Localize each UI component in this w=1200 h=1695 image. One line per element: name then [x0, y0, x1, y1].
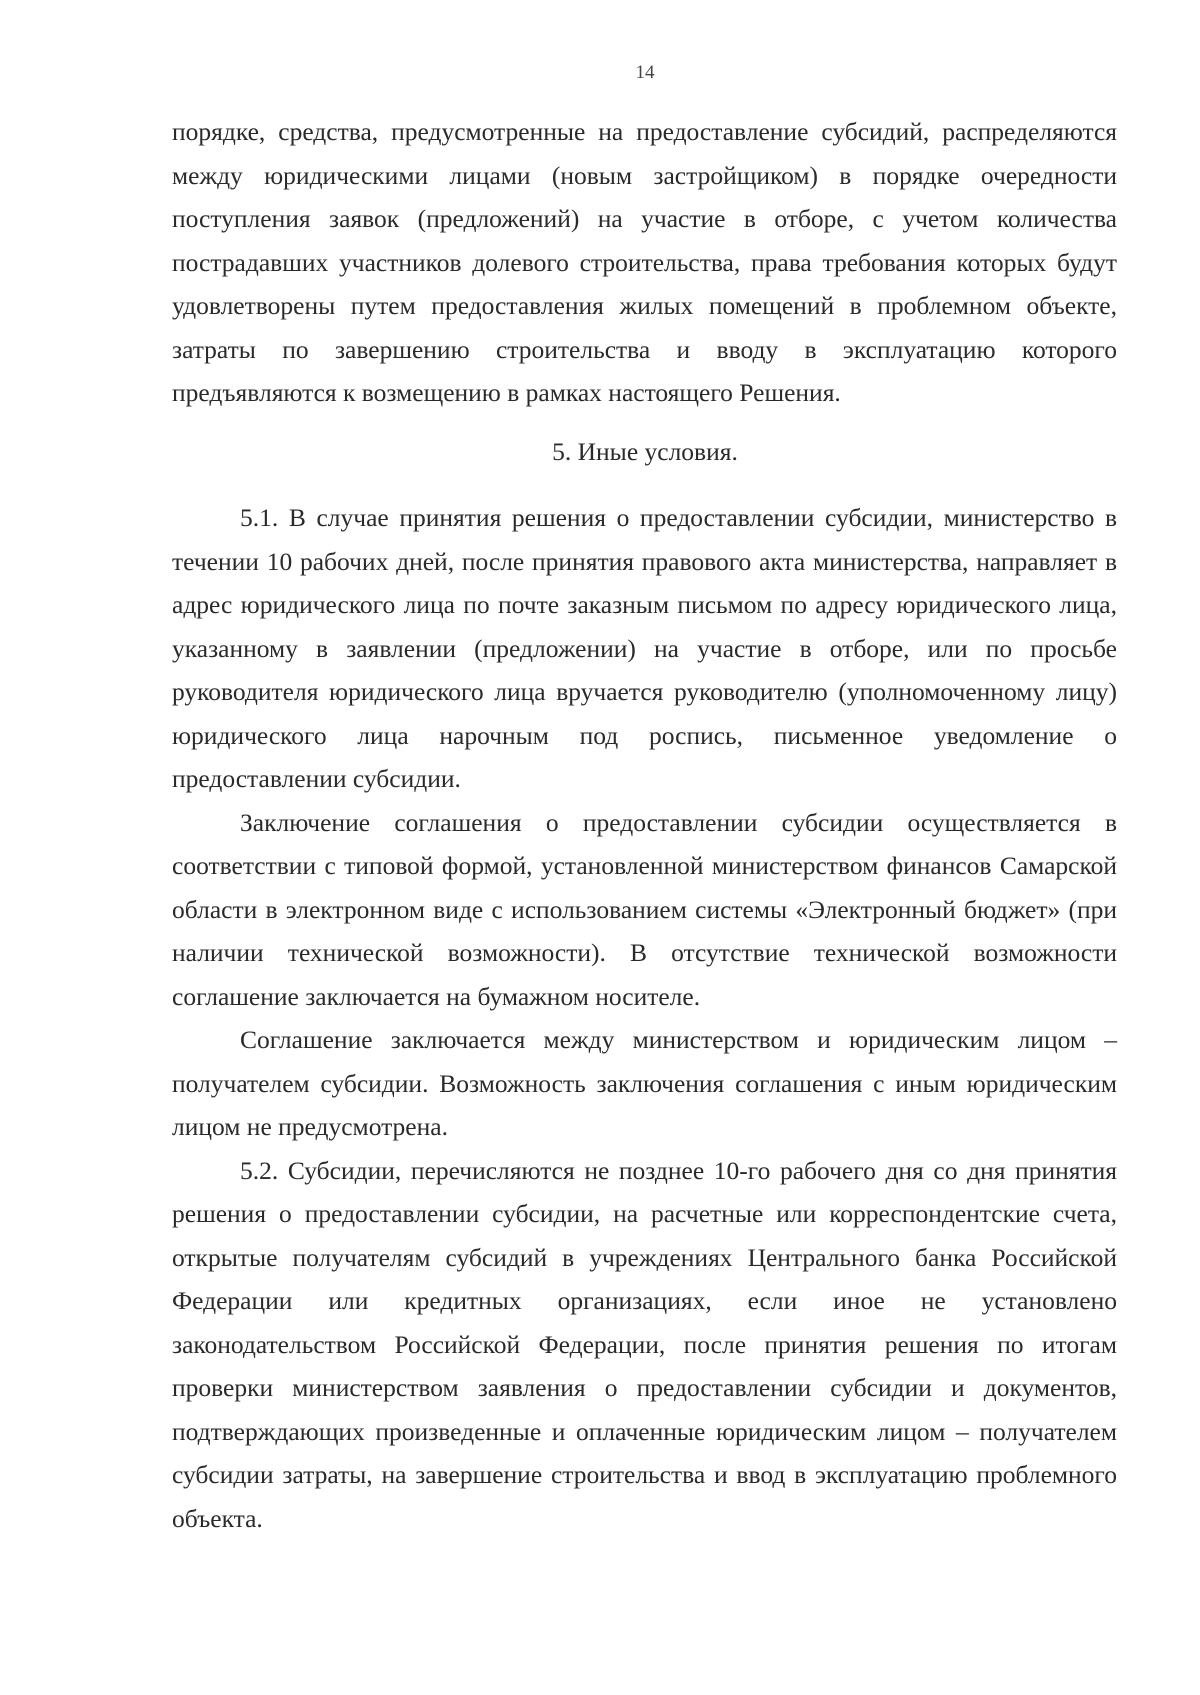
- paragraph-5-1: 5.1. В случае принятия решения о предоставлении субсидии, министерство в течении 10 рабочих дней, после принятия правового акта министерства, направляет в адрес юридического лица по почте заказным письмом по адресу юридического лица, указанному в заявлении (предложении) на участие в отборе, или по просьбе руководителя юридического лица вручается руководителю (уполномоченному лицу) юридического лица нарочным под роспись, письменное уведомление о предоставлении субсидии.: [172, 503, 1117, 793]
- opening-paragraph-block: [172, 110, 1117, 415]
- paragraph-agreement-form: Заключение соглашения о предоставлении субсидии осуществляется в соответствии с типовой формой, установленной министерством финансов Самарской области в электронном виде с использованием системы «Электронный бюджет» (при наличии технической возможности). В отсутствие технической возможности соглашение заключается на бумажном носителе.: [172, 807, 1117, 1011]
- page-number: 14: [635, 62, 655, 83]
- section-body: [172, 496, 1117, 1540]
- paragraph-agreement-parties: Соглашение заключается между министерством и юридическим лицом – получателем субсидии. Возможность заключения соглашения с иным юридическим лицом не предусмотрена.: [172, 1025, 1117, 1141]
- opening-paragraph: порядке, средства, предусмотренные на предоставление субсидий, распределяются между юридическими лицами (новым застройщиком) в порядке очередности поступления заявок (предложений) на участие в отборе, с учетом количества пострадавших участников долевого строительства, права требования которых будут удовлетворены путем предоставления жилых помещений в проблемном объекте, затраты по завершению строительства и вводу в эксплуатацию которого предъявляются к возмещению в рамках настоящего Решения.: [172, 117, 1117, 407]
- paragraph-5-2: 5.2. Субсидии, перечисляются не позднее 10-го рабочего дня со дня принятия решения о предоставлении субсидии, на расчетные или корреспондентские счета, открытые получателям субсидий в учреждениях Центрального банка Российской Федерации или кредитных организациях, если иное не установлено законодательством Российской Федерации, после принятия решения по итогам проверки министерством заявления о предоставлении субсидии и документов, подтверждающих произведенные и оплаченные юридическим лицом – получателем субсидии затраты, на завершение строительства и ввод в эксплуатацию проблемного объекта.: [172, 1155, 1117, 1533]
- section-heading: 5. Иные условия.: [552, 437, 738, 466]
